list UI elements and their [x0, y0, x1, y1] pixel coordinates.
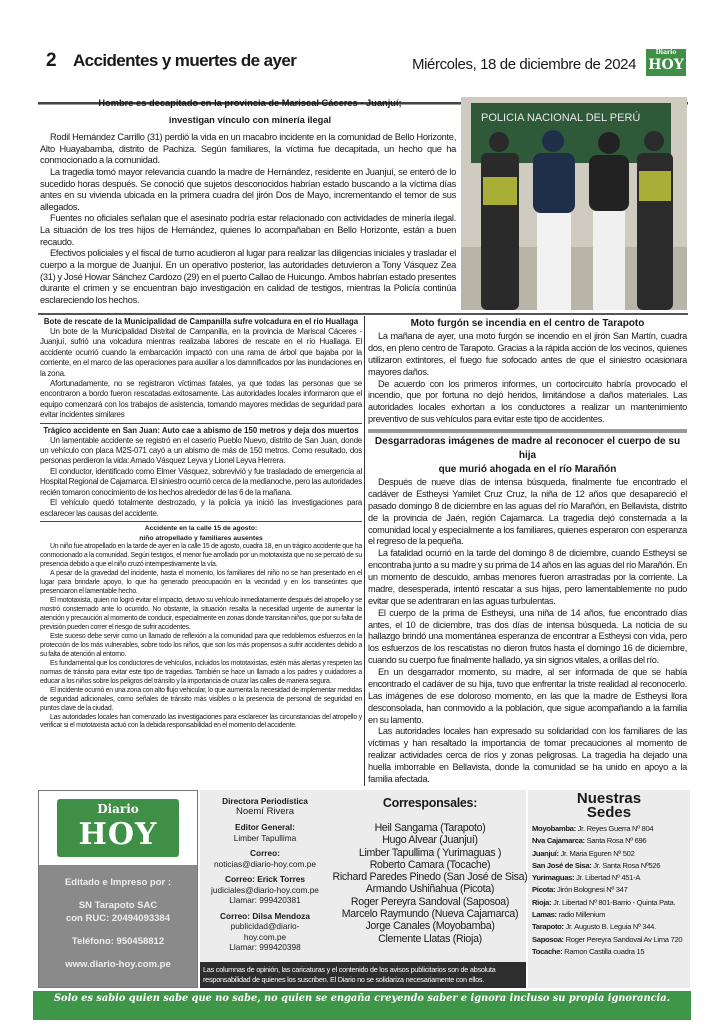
office-address: Jr. Reyes Guerra Nº 804	[575, 824, 654, 833]
staff-role: Correo:	[250, 848, 280, 858]
staff-email[interactable]: noticias@diario-hoy.com.pe	[214, 858, 316, 869]
offices-list	[532, 823, 686, 958]
article-rule	[368, 429, 687, 433]
paragraph: Efectivos policiales y el fiscal de turno acudieron al lugar para realizar las diligencias iniciales y trasladar el cuerpo a la morgue de Juanjuí. En un operativo posterior, las autoridades detuvieron a Tony Vásquez Zea (31) y José Howar Sánchez Cardozo (29) en el puerto Callao de Huicungo. Ambos habrían estado presentes durante el crimen y se encuentran bajo investigación en calidad de testigos, mientras la Policía continúa esclareciendo los hechos.	[40, 248, 456, 305]
office-row	[532, 946, 686, 958]
article-boat-capsize	[40, 317, 362, 421]
office-row	[532, 934, 686, 946]
paragraph: Después de nueve días de intensa búsqueda, finalmente fue encontrado el cadáver de Estheysi Yamilet Cruz Cruz, la niña de 12 años que desapareció el pasado domingo 8 de diciembre en las aguas del río Marañón, en Bellavista, distrito de la provincia de Jaén, región Cajamarca. La tragedia dejó consternada a la comunidad local y especialmente a los familiares, quienes esperaron con esperanza el regreso de la pequeña.	[368, 477, 687, 547]
paragraph: La fatalidad ocurrió en la tarde del domingo 8 de diciembre, cuando Estheysi se encontraba junto a su madre y su prima de 14 años en las aguas del río Marañón. En un momento de descuido, ambas menores fueron arrastradas por la corriente. La madre, desesperada, intentó rescatar a sus hijas, pero lamentablemente no pudo evitar que se adentraran en las aguas turbulentas.	[368, 548, 687, 606]
quote-banner: Solo es sabio quien sabe que no sabe, no quien se engaña creyendo saber e ignora incluso su propia ignorancia.	[33, 991, 691, 1020]
paragraph: A pesar de la gravedad del incidente, hasta el momento, los familiares del niño no se han presentado en el lugar para brindarle apoyo, lo que ha generado preocupación en la vecindad y en los transeúntes que presenciaron el lamentable hecho.	[40, 570, 362, 595]
main-article-body	[40, 132, 456, 306]
paragraph: Fuentes no oficiales señalan que el asesinato podría estar relacionado con actividades de minería ilegal. La situación de los tres hijos de Hernández, quienes lo acompañaban en Bello Horizonte, están a buen recaudo.	[40, 213, 456, 247]
headline-line: Hombre es decapitado en la provincia de Mariscal Cáceres - Juanjuí;	[98, 98, 402, 108]
paragraph: Es fundamental que los conductores de vehículos, incluidos los mototaxistas, estén más alertas y respeten las normas de tránsito para evitar este tipo de tragedias. También se hace un llamado a los padres y cuidadores a educar a los niños sobre los peligros del tránsito y la importancia de cruzar las calles de manera segura.	[40, 659, 362, 685]
paragraph: Rodil Hernández Carrillo (31) perdió la vida en un macabro incidente en la comunidad de Bello Horizonte, Alto Huayabamba, distrito de Pachiza. Según familiares, la víctima fue decapitada, un hecho que ha conmocionado a la comunidad.	[40, 132, 456, 166]
office-address: Jr. Maria Eguren Nº 502	[558, 848, 635, 858]
publisher-label: Editado e Impreso por :	[64, 877, 172, 888]
correspondent: Armando Ushiñahua (Picota)	[365, 883, 495, 896]
section-rule	[38, 313, 688, 315]
office-address: Jr. Libertad Nº 801-Barrio - Quinta Pata.	[551, 897, 676, 907]
publisher-phone: Teléfono: 950458812	[71, 936, 165, 947]
article-san-juan-crash	[40, 426, 362, 519]
paragraph: La tragedia tomó mayor relevancia cuando la madre de Hernández, residente en Juanjuí, se enteró de lo sucedido horas después. Se conoció que sujetos desconocidos habrían estado buscando a la víctima días antes en su vivienda ubicada en la primera cuadra del jirón Dos de Mayo, incrementando el temor de sus allegados.	[40, 166, 456, 212]
left-column	[40, 317, 362, 731]
correspondent: Hugo Alvear (Juanjuí)	[382, 834, 478, 847]
office-city: San José de Sisa:	[532, 860, 592, 870]
offices-title-line: Sedes	[586, 804, 632, 821]
logo-top-text: Diario	[655, 49, 677, 56]
office-row	[532, 835, 686, 847]
police-photo-illustration	[461, 97, 687, 310]
paragraph: El cuerpo de la prima de Estheysi, una niña de 14 años, fue encontrado días antes, el 10 de diciembre, tras dos días de intensa búsqueda. La noticia de su hallazgo brindó una momentánea esperanza de encontrar a Estheysi con vida, pero los esfuerzos de los rescatistas no dieron frutos hasta el domingo 16 de diciembre, cuando su cuerpo fue finalmente hallado, ya sin signos vitales, a orillas del río.	[368, 607, 687, 666]
office-row	[532, 872, 686, 884]
paragraph: Un niño fue atropellado en la tarde de ayer en la calle 15 de agosto, cuadra 18, en un trágico accidente que ha conmocionado a la comunidad. Según testigos, el menor fue arrollado por un mototaxista que no se percató de su presencia debido a que el niño cruzó intempestivamente la vía.	[40, 543, 362, 569]
logo-main-text: HOY	[648, 57, 684, 73]
offices-title	[532, 792, 686, 820]
office-row	[532, 909, 686, 921]
office-city: Lamas:	[532, 910, 557, 920]
disclaimer: Las columnas de opinión, las caricaturas y el contenido de los avisos publicitarios son de absoluta responsabilidad de quienes los suscriben. El Diario no se solidariza necesariamente con ellos.	[200, 962, 526, 988]
office-row	[532, 823, 686, 835]
publisher-info	[39, 865, 197, 971]
header-logo	[646, 49, 686, 76]
correspondent: Roger Pereyra Sandoval (Saposoa)	[350, 895, 510, 908]
news-photo	[461, 97, 687, 310]
office-city: Tarapoto:	[532, 922, 564, 932]
page-number: 2	[46, 50, 57, 71]
paragraph: El mototaxista, quien no logró evitar el impacto, detuvo su vehículo inmediatamente después del atropello y se mostró consternado ante lo ocurrido. No obstante, la situación resalta la necesidad urgente de aumentar la atención y precaución al momento de conducir, especialmente en zonas donde transitan niños, que por su falta de previsión pueden correr el riesgo de sufrir accidentes.	[40, 596, 362, 631]
office-city: Rioja:	[532, 897, 552, 907]
staff-name: Limber Tapullima	[233, 832, 297, 843]
photo-sign: POLICIA NACIONAL DEL PERÚ	[481, 112, 641, 124]
office-city: Juanjuí:	[532, 848, 559, 858]
correspondent: Clemente Llatas (Rioja)	[378, 932, 482, 945]
staff-name: Noemí Rivera	[235, 805, 295, 817]
correspondents	[330, 796, 530, 945]
headline-line: investigan vínculo con minería ilegal	[168, 115, 332, 125]
paragraph: La mañana de ayer, una moto furgón se incendio en el jirón San Martín, cuadra dos, en pleno centro de Tarapoto. Gracias a la rápida acción de los vecinos, quienes utilizaron extintores, el fuego fue sofocado antes de que el siniestro ocasionara mayores daños.	[368, 331, 687, 377]
office-address: Roger Pereyra Sandoval Av Lima 720	[563, 934, 683, 944]
article-title: Accidente en la calle 15 de agosto:	[144, 524, 258, 532]
office-address: radio Millenium	[556, 910, 606, 920]
staff-role: Directora Periodística	[222, 796, 308, 806]
correspondent: Heil Sangama (Tarapoto)	[374, 822, 486, 834]
staff-phone: Llamar: 999420398	[229, 942, 301, 952]
paragraph: El incidente ocurrió en una zona con alto flujo vehicular, lo que aumenta la necesidad de implementar medidas de seguridad adicionales, como señales de tránsito más visibles o la presencia de personal de seguridad en puntos clave de la ciudad.	[40, 686, 362, 712]
paragraph: Las autoridades locales han expresado su solidaridad con los familiares de las víctimas y han resaltado la importancia de tomar precauciones al momento de realizar actividades cerca de ríos y zonas peligrosas. La tragedia ha dejado una huella imborrable en Bellavista, donde la comunidad se ha unido en apoyo a la familia afectada.	[368, 726, 687, 784]
paragraph: Las autoridades locales han comenzado las investigaciones para esclarecer las circunstancias del atropello y verificar si el mototaxista actuó con la debida responsabilidad en el momento del accidente.	[40, 713, 362, 730]
article-title: Trágico accidente en San Juan: Auto cae a abismo de 150 metros y deja dos muertos	[43, 425, 359, 435]
paragraph: Un bote de la Municipalidad Distrital de Campanilla, en la provincia de Mariscal Cáceres - Juanjuí, sufrió una volcadura mientras realizaba labores de rescate en el río Huallaga. El accidente ocurrió cuando la embarcación impactó con una rama de árbol que bajaba por la corriente, en el marco de las operaciones para auxiliar a los damnificados por las inundaciones en la zona.	[40, 327, 362, 378]
main-headline	[60, 95, 440, 129]
logo-area	[39, 791, 197, 865]
publisher-box	[38, 790, 198, 988]
correspondent: Richard Paredes Pinedo (San José de Sisa)	[332, 871, 528, 884]
office-city: Moyobamba:	[532, 824, 576, 833]
paragraph: Este suceso debe servir como un llamado de reflexión a la comunidad para que redoblemos esfuerzos en la protección de los más vulnerables, sobre todo los niños, que son los más propensos a sufrir accidentes debido a su falta de atención al entorno.	[40, 632, 362, 658]
paragraph: En un desgarrador momento, su madre, al ser informada de que se había encontrado el cadáver de su hija, tuvo que enfrentar la triste realidad al reconocerlo. Las imágenes de ese doloroso momento, en las que la madre de Estheysi llora desconsolada, han conmovido a la población, que sigue acompañando a la familia en su lamento.	[368, 667, 687, 725]
article-title: Desgarradoras imágenes de madre al reconocer el cuerpo de su hija	[374, 436, 681, 461]
section-title: Accidentes y muertes de ayer	[73, 51, 297, 70]
staff-role: Editor General:	[235, 822, 295, 832]
publisher-website[interactable]: www.diario-hoy.com.pe	[65, 959, 171, 970]
issue-date: Miércoles, 18 de diciembre de 2024	[412, 56, 637, 73]
office-city: Yurimaguas:	[532, 873, 575, 883]
paragraph: Un lamentable accidente se registró en el caserío Pueblo Nuevo, distrito de San Juan, donde un vehículo con placa M2S-071 cayó a un abismo de más de 150 metros. Como resultado, dos personas perdieron la vida: Amado Vásquez Leyva y Lionel Leyva Herrera.	[40, 435, 362, 466]
office-row	[532, 884, 686, 896]
article-title: que murió ahogada en el río Marañón	[438, 464, 617, 475]
article-rule	[40, 423, 362, 424]
article-title: Moto furgón se incendia en el centro de Tarapoto	[410, 318, 645, 329]
article-maranon-drowning	[368, 435, 687, 786]
office-row	[532, 921, 686, 933]
logo-top-text: Diario	[97, 802, 139, 816]
article-rule	[40, 521, 362, 522]
correspondent: Marcelo Raymundo (Nueva Cajamarca)	[341, 908, 519, 921]
office-address: Jr. Santa Rosa Nº526	[591, 860, 661, 870]
article-title: niño atropellado y familiares ausentes	[139, 534, 263, 542]
paragraph: De acuerdo con los primeros informes, un cortocircuito habría provocado el incendio, que por fortuna no dejó heridos, limitándose a daños materiales. Las autoridades locales exhortan a los conductores a realizar un mantenimiento preventivo de sus vehículos para evitar este tipo de accidentes.	[368, 378, 687, 425]
correspondent: Jorge Canales (Moyobamba)	[365, 920, 495, 933]
offices-box	[528, 790, 690, 988]
office-city: Nva Cajamarca:	[532, 836, 585, 846]
correspondents-title: Corresponsales:	[382, 796, 478, 810]
staff-role: Correo: Erick Torres	[224, 874, 306, 884]
correspondent: Limber Tapullima ( Yurimaguas )	[358, 846, 502, 859]
staff-phone: Llamar: 999420381	[229, 895, 301, 905]
staff-email[interactable]: publicidad@diario-hoy.com.pe	[230, 921, 300, 942]
article-child-run-over	[40, 524, 362, 732]
article-moto-fire	[368, 317, 687, 426]
office-row	[532, 897, 686, 909]
staff-email[interactable]: judiciales@diario-hoy.com.pe	[211, 884, 319, 895]
office-address: Jr. Libertad Nº 451-A	[574, 873, 641, 883]
paragraph: El vehículo quedó totalmente destrozado, y la policía ya inició las investigaciones para esclarecer las causas del accidente.	[40, 498, 362, 518]
publisher-company: SN Tarapoto SAC	[78, 900, 158, 911]
staff-list	[210, 796, 320, 958]
right-column	[368, 317, 687, 786]
office-row	[532, 860, 686, 872]
office-city: Picota:	[532, 885, 556, 895]
logo-main-text: HOY	[78, 817, 158, 852]
publisher-ruc: con RUC: 20494093384	[65, 913, 171, 924]
staff-role: Correo: Dilsa Mendoza	[220, 910, 310, 921]
paragraph: El conductor, identificado como Elmer Vásquez, sobrevivió y fue trasladado de emergencia al Hospital Regional de Cajamarca. El siniestro ocurrió cerca de la medianoche, pero las autoridades recién tomaron conocimiento de los hechos alrededor de las 6 de la mañana.	[40, 466, 362, 497]
office-city: Saposoa:	[532, 934, 564, 944]
column-divider	[364, 316, 365, 786]
office-address: Jirón Bolognesi Nº 347	[555, 885, 628, 895]
article-title: Bote de rescate de la Municipalidad de Campanilla sufre volcadura en el río Huallaga	[43, 317, 359, 326]
office-address: Santa Rosa Nº 696	[584, 836, 647, 846]
office-address: Ramon Castilla cuadra 15	[562, 946, 645, 956]
paragraph: Afortunadamente, no se registraron víctimas fatales, ya que todas las personas que se encontraron a bordo fueron rescatadas exitosamente. Las autoridades locales informaron que el equipo comenzará con los trabajos de asistencia, tomando mayores medidas de seguridad para evitar incidentes similares	[40, 379, 362, 420]
offices-title-line: Nuestras	[576, 790, 642, 807]
diario-hoy-logo	[57, 799, 179, 857]
correspondent: Roberto Camara (Tocache)	[369, 858, 491, 871]
office-address: Jr. Augusto B. Leguia Nº 344.	[563, 922, 656, 932]
office-row	[532, 848, 686, 860]
office-city: Tocache:	[532, 946, 563, 956]
